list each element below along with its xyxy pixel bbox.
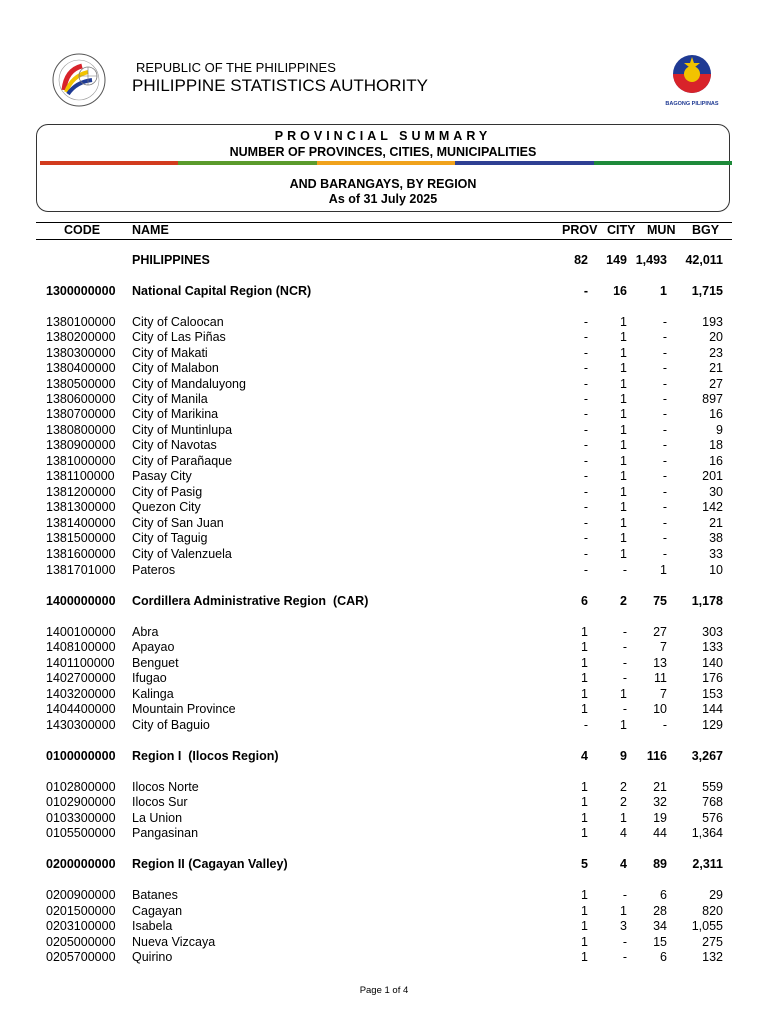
cell-name: Pasay City (132, 469, 192, 483)
cell-bgy: 33 (709, 547, 723, 561)
cell-prov: - (583, 423, 588, 437)
cell-mun: 89 (653, 857, 667, 871)
table-row-summary (0, 594, 768, 610)
cell-bgy: 16 (709, 454, 723, 468)
cell-prov: 1 (581, 811, 588, 825)
cell-city: 1 (620, 547, 627, 561)
cell-mun: - (662, 377, 667, 391)
table-row (0, 377, 768, 393)
col-mun: MUN (647, 223, 676, 237)
cell-name: Benguet (132, 656, 179, 670)
cell-city: - (622, 640, 627, 654)
cell-code: 0200900000 (46, 888, 116, 902)
cell-prov: - (583, 346, 588, 360)
cell-name: Batanes (132, 888, 178, 902)
cell-prov: - (583, 377, 588, 391)
table-row (0, 687, 768, 703)
cell-name: Apayao (132, 640, 175, 654)
table-row (0, 361, 768, 377)
cell-mun: 1 (660, 284, 667, 298)
cell-prov: 1 (581, 656, 588, 670)
cell-city: 2 (620, 780, 627, 794)
cell-prov: - (583, 361, 588, 375)
cell-name: Pangasinan (132, 826, 199, 840)
cell-prov: - (583, 315, 588, 329)
cell-name: City of Makati (132, 346, 208, 360)
cell-code: 0201500000 (46, 904, 116, 918)
bagong-pilipinas-caption: BAGONG PILIPINAS (665, 101, 719, 107)
cell-name: City of Marikina (132, 407, 219, 421)
cell-bgy: 129 (702, 718, 723, 732)
cell-name: Pateros (132, 563, 176, 577)
cell-prov: - (583, 454, 588, 468)
stripe-segment (317, 161, 455, 165)
col-code: CODE (64, 223, 101, 237)
cell-name: Ilocos Norte (132, 780, 199, 794)
cell-mun: - (662, 330, 667, 344)
cell-bgy: 820 (702, 904, 723, 918)
table-row (0, 656, 768, 672)
cell-city: 16 (613, 284, 627, 298)
table-row (0, 563, 768, 579)
cell-city: 1 (620, 687, 627, 701)
cell-mun: 6 (660, 888, 667, 902)
cell-bgy: 16 (709, 407, 723, 421)
cell-name: City of Valenzuela (132, 547, 232, 561)
cell-city: 2 (620, 795, 627, 809)
cell-code: 1381300000 (46, 500, 116, 514)
cell-bgy: 38 (709, 531, 723, 545)
cell-bgy: 142 (702, 500, 723, 514)
table-row-summary (0, 284, 768, 300)
cell-prov: 1 (581, 919, 588, 933)
cell-bgy: 3,267 (691, 749, 723, 763)
cell-code: 1381000000 (46, 454, 116, 468)
cell-name: City of Las Piñas (132, 330, 226, 344)
cell-mun: - (662, 469, 667, 483)
cell-mun: 13 (653, 656, 667, 670)
table-row (0, 935, 768, 951)
table-row-summary (0, 857, 768, 873)
cell-code: 1430300000 (46, 718, 116, 732)
table-row (0, 438, 768, 454)
cell-code: 1403200000 (46, 687, 116, 701)
cell-city: 1 (620, 718, 627, 732)
cell-code: 0205700000 (46, 950, 116, 964)
cell-bgy: 1,178 (691, 594, 723, 608)
summary-title: PROVINCIAL SUMMARY (274, 129, 492, 143)
cell-code: 0103300000 (46, 811, 116, 825)
table-row (0, 780, 768, 796)
cell-prov: - (583, 547, 588, 561)
cell-prov: - (583, 330, 588, 344)
cell-city: 1 (620, 377, 627, 391)
cell-mun: 7 (660, 687, 667, 701)
cell-city: 1 (620, 407, 627, 421)
cell-mun: 6 (660, 950, 667, 964)
table-row (0, 407, 768, 423)
cell-name: Quezon City (132, 500, 201, 514)
cell-code: 1380100000 (46, 315, 116, 329)
cell-code: 0102900000 (46, 795, 116, 809)
cell-city: 1 (620, 531, 627, 545)
cell-prov: 5 (581, 857, 588, 871)
stripe-segment (40, 161, 178, 165)
cell-name: City of Manila (132, 392, 208, 406)
table-row (0, 718, 768, 734)
cell-city: 1 (620, 516, 627, 530)
cell-code: 1300000000 (46, 284, 116, 298)
cell-name: Abra (132, 625, 159, 639)
summary-subtitle-1: NUMBER OF PROVINCES, CITIES, MUNICIPALITIES (229, 145, 537, 159)
table-row (0, 547, 768, 563)
cell-mun: 10 (653, 702, 667, 716)
as-of-date: As of 31 July 2025 (328, 192, 438, 206)
cell-prov: 1 (581, 640, 588, 654)
psa-logo (42, 52, 116, 108)
cell-mun: - (662, 438, 667, 452)
cell-code: 0205000000 (46, 935, 116, 949)
cell-code: 1380200000 (46, 330, 116, 344)
cell-name: Isabela (132, 919, 173, 933)
cell-city: 1 (620, 315, 627, 329)
cell-bgy: 18 (709, 438, 723, 452)
table-row (0, 346, 768, 362)
cell-mun: 75 (653, 594, 667, 608)
cell-code: 1402700000 (46, 671, 116, 685)
cell-mun: 27 (653, 625, 667, 639)
cell-bgy: 27 (709, 377, 723, 391)
cell-city: - (622, 702, 627, 716)
cell-prov: 1 (581, 950, 588, 964)
cell-prov: - (583, 718, 588, 732)
cell-bgy: 176 (702, 671, 723, 685)
cell-prov: 1 (581, 795, 588, 809)
cell-mun: - (662, 547, 667, 561)
cell-city: - (622, 888, 627, 902)
cell-code: 1400100000 (46, 625, 116, 639)
cell-prov: 1 (581, 671, 588, 685)
cell-code: 1380800000 (46, 423, 116, 437)
cell-name: Mountain Province (132, 702, 236, 716)
cell-name: City of Parañaque (132, 454, 233, 468)
cell-name: PHILIPPINES (132, 253, 210, 267)
cell-bgy: 133 (702, 640, 723, 654)
table-row (0, 330, 768, 346)
cell-code: 1381400000 (46, 516, 116, 530)
cell-bgy: 9 (716, 423, 723, 437)
cell-city: 1 (620, 423, 627, 437)
cell-name: Region I (Ilocos Region) (132, 749, 279, 763)
cell-prov: 1 (581, 625, 588, 639)
agency-heading: PHILIPPINE STATISTICS AUTHORITY (132, 76, 428, 95)
cell-code: 1400000000 (46, 594, 116, 608)
cell-mun: - (662, 361, 667, 375)
cell-name: City of Taguig (132, 531, 208, 545)
cell-prov: 6 (581, 594, 588, 608)
cell-city: 4 (620, 857, 627, 871)
table-row (0, 671, 768, 687)
cell-prov: - (583, 500, 588, 514)
cell-prov: - (583, 516, 588, 530)
cell-mun: - (662, 346, 667, 360)
cell-city: 1 (620, 485, 627, 499)
cell-code: 0102800000 (46, 780, 116, 794)
cell-mun: - (662, 315, 667, 329)
cell-prov: - (583, 407, 588, 421)
republic-heading: REPUBLIC OF THE PHILIPPINES (136, 60, 336, 75)
col-bgy: BGY (692, 223, 720, 237)
cell-city: 3 (620, 919, 627, 933)
cell-mun: - (662, 485, 667, 499)
cell-city: - (622, 950, 627, 964)
cell-name: City of Muntinlupa (132, 423, 233, 437)
cell-bgy: 10 (709, 563, 723, 577)
table-row-summary (0, 253, 768, 269)
table-row (0, 826, 768, 842)
cell-bgy: 2,311 (692, 857, 723, 871)
cell-mun: - (662, 516, 667, 530)
cell-bgy: 20 (709, 330, 723, 344)
cell-prov: 1 (581, 702, 588, 716)
col-name: NAME (132, 223, 169, 237)
cell-bgy: 201 (702, 469, 723, 483)
table-row (0, 919, 768, 935)
cell-name: Nueva Vizcaya (132, 935, 216, 949)
cell-code: 1381500000 (46, 531, 116, 545)
cell-mun: 1 (660, 563, 667, 577)
cell-name: City of Navotas (132, 438, 217, 452)
cell-bgy: 21 (709, 516, 723, 530)
cell-mun: 21 (653, 780, 667, 794)
table-row (0, 950, 768, 966)
cell-bgy: 23 (709, 346, 723, 360)
cell-name: La Union (132, 811, 183, 825)
cell-prov: 1 (581, 826, 588, 840)
table-row (0, 640, 768, 656)
cell-city: 9 (620, 749, 627, 763)
cell-city: 1 (620, 346, 627, 360)
cell-city: 1 (620, 438, 627, 452)
cell-mun: - (662, 392, 667, 406)
cell-prov: - (583, 469, 588, 483)
cell-bgy: 897 (702, 392, 723, 406)
table-row (0, 795, 768, 811)
cell-city: - (622, 656, 627, 670)
table-row (0, 625, 768, 641)
cell-city: 1 (620, 392, 627, 406)
cell-prov: - (583, 438, 588, 452)
cell-city: 1 (620, 469, 627, 483)
cell-mun: - (662, 531, 667, 545)
cell-code: 1404400000 (46, 702, 116, 716)
table-row (0, 811, 768, 827)
cell-name: Ifugao (132, 671, 167, 685)
cell-code: 1380300000 (46, 346, 116, 360)
cell-bgy: 1,364 (691, 826, 723, 840)
cell-mun: 11 (654, 671, 667, 685)
cell-city: - (622, 625, 627, 639)
cell-name: National Capital Region (NCR) (132, 284, 312, 298)
table-row (0, 516, 768, 532)
cell-bgy: 193 (702, 315, 723, 329)
cell-mun: 28 (653, 904, 667, 918)
stripe-segment (455, 161, 593, 165)
cell-name: City of Mandaluyong (132, 377, 246, 391)
col-prov: PROV (562, 223, 598, 237)
table-row-summary (0, 749, 768, 765)
cell-code: 0105500000 (46, 826, 116, 840)
cell-prov: 1 (581, 904, 588, 918)
cell-name: Ilocos Sur (132, 795, 188, 809)
table-row (0, 888, 768, 904)
table-row (0, 392, 768, 408)
cell-prov: 1 (581, 888, 588, 902)
cell-mun: 19 (653, 811, 667, 825)
cell-bgy: 30 (709, 485, 723, 499)
cell-mun: - (662, 454, 667, 468)
cell-bgy: 42,011 (685, 253, 723, 267)
cell-code: 1401100000 (46, 656, 115, 670)
table-row (0, 904, 768, 920)
cell-prov: - (583, 284, 588, 298)
cell-mun: - (662, 500, 667, 514)
cell-mun: 116 (646, 749, 667, 763)
cell-code: 1408100000 (46, 640, 116, 654)
cell-mun: - (662, 423, 667, 437)
cell-code: 1380900000 (46, 438, 116, 452)
cell-prov: - (583, 485, 588, 499)
cell-city: 1 (620, 811, 627, 825)
table-header (36, 222, 732, 240)
cell-code: 1380600000 (46, 392, 116, 406)
cell-code: 1380500000 (46, 377, 116, 391)
table-row (0, 454, 768, 470)
cell-prov: 82 (574, 253, 588, 267)
table-row (0, 423, 768, 439)
cell-code: 1381100000 (46, 469, 115, 483)
cell-bgy: 1,715 (691, 284, 723, 298)
cell-city: 149 (606, 253, 627, 267)
stripe-segment (594, 161, 732, 165)
cell-code: 1381600000 (46, 547, 116, 561)
table-row (0, 315, 768, 331)
cell-bgy: 559 (702, 780, 723, 794)
cell-city: 2 (620, 594, 627, 608)
cell-city: 1 (620, 361, 627, 375)
cell-city: 1 (620, 330, 627, 344)
cell-prov: 1 (581, 780, 588, 794)
cell-prov: 4 (581, 749, 588, 763)
stripe-segment (178, 161, 316, 165)
cell-bgy: 576 (702, 811, 723, 825)
cell-bgy: 29 (709, 888, 723, 902)
cell-code: 0203100000 (46, 919, 116, 933)
cell-bgy: 303 (702, 625, 723, 639)
cell-name: City of San Juan (132, 516, 224, 530)
cell-mun: 7 (660, 640, 667, 654)
summary-subtitle-2: AND BARANGAYS, BY REGION (289, 177, 477, 191)
color-stripe (40, 161, 732, 165)
cell-mun: 32 (653, 795, 667, 809)
cell-city: - (622, 935, 627, 949)
table-row (0, 702, 768, 718)
page-number: Page 1 of 4 (359, 985, 409, 996)
cell-prov: - (583, 392, 588, 406)
cell-prov: 1 (581, 935, 588, 949)
cell-name: City of Malabon (132, 361, 219, 375)
cell-mun: - (662, 718, 667, 732)
cell-prov: - (583, 531, 588, 545)
cell-city: 1 (620, 454, 627, 468)
cell-code: 0200000000 (46, 857, 116, 871)
cell-code: 1380700000 (46, 407, 116, 421)
cell-mun: - (662, 407, 667, 421)
cell-mun: 15 (653, 935, 667, 949)
cell-name: City of Baguio (132, 718, 210, 732)
cell-city: 1 (620, 904, 627, 918)
cell-name: City of Caloocan (132, 315, 224, 329)
cell-prov: 1 (581, 687, 588, 701)
col-city: CITY (607, 223, 636, 237)
cell-mun: 44 (653, 826, 667, 840)
cell-name: Kalinga (132, 687, 174, 701)
cell-code: 1381701000 (46, 563, 116, 577)
table-row (0, 500, 768, 516)
cell-bgy: 132 (702, 950, 723, 964)
cell-bgy: 153 (702, 687, 723, 701)
cell-prov: - (583, 563, 588, 577)
cell-city: - (622, 671, 627, 685)
cell-mun: 1,493 (635, 253, 667, 267)
cell-bgy: 140 (702, 656, 723, 670)
cell-name: Cordillera Administrative Region (CAR) (132, 594, 369, 608)
table-row (0, 531, 768, 547)
cell-name: Cagayan (132, 904, 183, 918)
cell-code: 1380400000 (46, 361, 116, 375)
cell-mun: 34 (653, 919, 667, 933)
cell-bgy: 768 (702, 795, 723, 809)
cell-bgy: 275 (702, 935, 723, 949)
cell-name: Region II (Cagayan Valley) (132, 857, 288, 871)
cell-bgy: 144 (702, 702, 723, 716)
cell-city: - (622, 563, 627, 577)
cell-city: 4 (620, 826, 627, 840)
cell-code: 0100000000 (46, 749, 116, 763)
cell-city: 1 (620, 500, 627, 514)
cell-code: 1381200000 (46, 485, 116, 499)
cell-name: City of Pasig (132, 485, 203, 499)
cell-bgy: 1,055 (691, 919, 723, 933)
table-row (0, 469, 768, 485)
bagong-pilipinas-logo (662, 54, 722, 107)
cell-name: Quirino (132, 950, 173, 964)
table-row (0, 485, 768, 501)
cell-bgy: 21 (709, 361, 723, 375)
